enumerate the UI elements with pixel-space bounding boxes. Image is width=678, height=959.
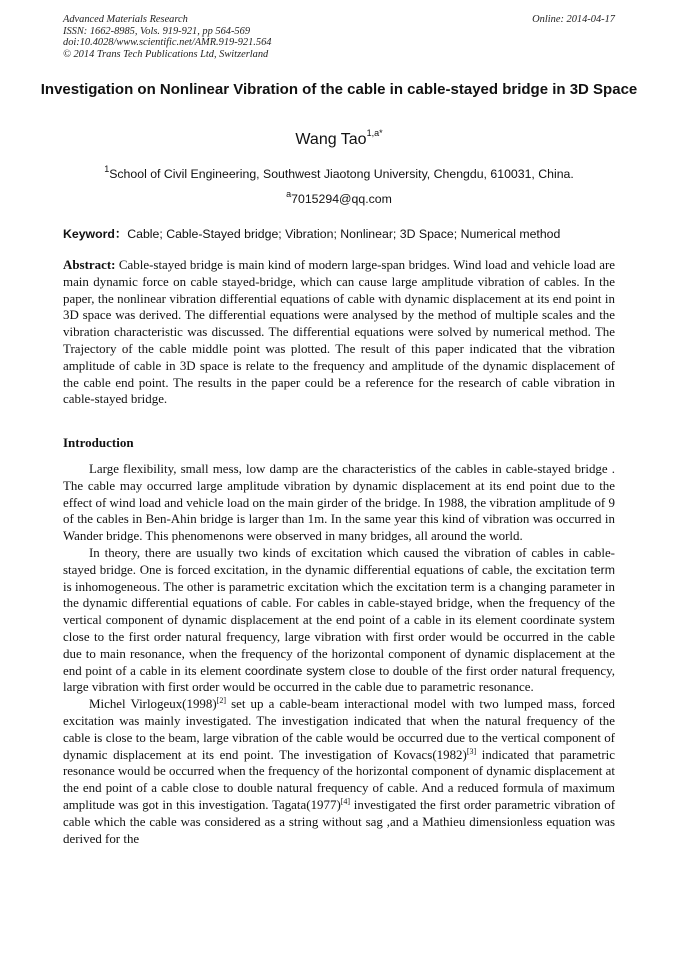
email	[0, 189, 678, 206]
section-heading: Introduction	[63, 435, 134, 450]
email-text: 7015294@qq.com	[291, 192, 392, 206]
journal-header	[63, 14, 615, 60]
email-sup: a	[286, 189, 292, 199]
online-date: Online: 2014-04-17	[532, 14, 615, 25]
abstract-label: Abstract:	[63, 257, 116, 272]
author-name: Wang Tao	[295, 131, 367, 148]
abstract	[63, 257, 615, 408]
coordinate-system-term: coordinate system	[244, 663, 346, 678]
paragraph-2-text-c: close to double of the first order natural frequency, large vibration with first order would be occurred in the cable due to parametric resonance.	[63, 662, 616, 695]
citation-3: [3]	[466, 746, 477, 756]
paragraph-3-text-c: indicated that parametric resonance would be occurred when the frequency of the horizontal component of dynamic displacement at the end point of a cable close to double natural frequency of cable. And a reduced formula of maximum amplitude was got in this investigation. Tagata(1977)	[63, 746, 616, 812]
paragraph-3-text-b: set up a cable-beam interactional model with two lumped mass, forced excitation was mainly investigated. The investigation indicated that when the natural frequency of the cable is close to the beam, large vibration of the cable would be occurred due to the vertical component of dynamic displacement at its end point. The investigation of Kovacs(1982)	[63, 696, 615, 762]
term-word: term	[590, 562, 616, 577]
affiliation-text: School of Civil Engineering, Southwest Jiaotong University, Chengdu, 610031, China.	[109, 167, 574, 181]
paragraph	[63, 696, 615, 847]
author	[0, 128, 678, 149]
paper-title: Investigation on Nonlinear Vibration of the cable in cable-stayed bridge in 3D Space	[40, 81, 638, 98]
abstract-text: Cable-stayed bridge is main kind of modern large-span bridges. Wind load and vehicle load are main dynamic force on cable stayed-bridge, which can cause large amplitude vibration of cables. In the paper, the nonlinear vibration differential equations of cable with dynamic displacement at its end point in 3D space was derived. The differential equations were analysed by the method of multiple scales and the vibration characteristic was discussed. The differential equations were solved by numerical method. The Trajectory of the cable middle point was plotted. The result of this paper indicated that the vibration amplitude of cable in 3D space is relate to the frequency and amplitude of the dynamic displacement of the cable end point. The results in the paper could be a reference for the research of cable vibration in cable-stayed bridge.	[63, 257, 616, 407]
paragraph-3-text-a: Michel Virlogeux(1998)	[89, 696, 217, 712]
introduction-body	[63, 461, 615, 847]
paragraph-2-text-b: is inhomogeneous. The other is parametric excitation which the excitation term is a changing parameter in the dynamic differential equations of cable. For cables in cable-stayed bridge, when the frequency of the vertical component of dynamic displacement at the end point of a cable in its element coordinate system close to the first order natural frequency, large vibration with first order would be occurred in the cable due to main resonance, when the frequency of the horizontal component of dynamic displacement at the end point of a cable in its element	[63, 578, 615, 678]
citation-4: [4]	[340, 796, 351, 806]
affiliation	[0, 164, 678, 181]
journal-name: Advanced Materials Research	[63, 14, 188, 25]
citation-2: [2]	[216, 696, 226, 706]
keywords	[63, 224, 623, 242]
paragraph-3-text-d: investigated the first order parametric vibration of cable which the cable was considered as a string without sag ,and a Mathieu dimensionless equation was derived for the	[63, 796, 616, 846]
keywords-text: Cable; Cable-Stayed bridge; Vibration; Nonlinear; 3D Space; Numerical method	[127, 227, 561, 241]
paragraph	[63, 545, 615, 696]
copyright-line: © 2014 Trans Tech Publications Ltd, Switzerland	[63, 48, 269, 60]
paragraph	[63, 461, 615, 545]
keywords-label: Keyword：	[63, 227, 128, 241]
affiliation-sup: 1	[104, 164, 110, 174]
author-sup: 1,a*	[366, 128, 383, 138]
issn-line: ISSN: 1662-8985, Vols. 919-921, pp 564-569	[63, 25, 251, 37]
paragraph-2-text-a: In theory, there are usually two kinds of excitation which caused the vibration of cables in cable-stayed bridge. One is forced excitation, in the dynamic differential equations of cable, the excitation	[63, 544, 615, 577]
doi-line: doi:10.4028/www.scientific.net/AMR.919-921.564	[63, 37, 272, 49]
paragraph-1-text: Large flexibility, small mess, low damp are the characteristics of the cables in cable-stayed bridge . The cable may occurred large amplitude vibration by dynamic displacement at its end point due to the effect of wind load and vehicle load on the main girder of the bridge. In 1988, the vibration amplitude of 9 of the cables in Ben-Ahin bridge is larger than 1m. In the same year this kind of vibration was occurred in Wander bridge. This phenomenons were observed in many bridges, all around the world.	[63, 461, 615, 544]
